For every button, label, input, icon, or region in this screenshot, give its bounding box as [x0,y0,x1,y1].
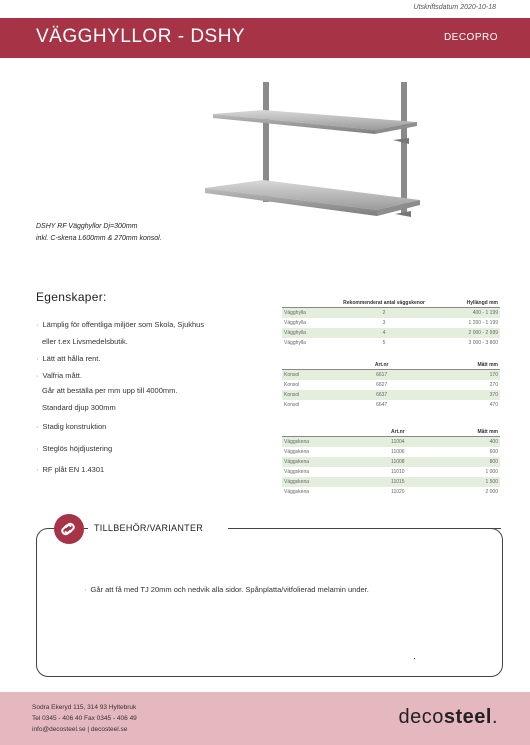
product-image [205,82,445,237]
accessories-title: TILLBEHÖR/VARIANTER [94,523,204,533]
bracket-table [282,360,500,410]
bullet-icon: · [36,354,39,363]
link-icon [54,514,84,544]
table-header-row: Rekommenderat antal väggskenor Hyllängd mm [282,298,500,308]
features-heading: Egenskaper: [36,290,107,304]
footer-phone: Tel 0345 - 406 40 Fax 0345 - 406 49 [32,715,137,722]
bullet-icon: · [36,465,39,474]
print-date: Utskriftsdatum 2020-10-18 [413,4,496,11]
caption-line: DSHY RF Vägghyllor Dj=300mm [36,223,138,230]
bullet-icon: · [36,371,39,380]
page-footer [0,692,530,745]
bullet-icon: · [36,320,39,329]
table-row: Konsol 6617 170 [282,370,500,381]
rail-table [282,427,500,497]
feature-item-continued: Standard djup 300mm [42,403,116,412]
table-row: Konsol 6637 370 [284,392,498,398]
shelf-table [282,298,500,348]
table-header-row: Art.nr Mått mm [282,427,500,437]
bullet-icon: · [84,585,87,594]
feature-item: · Stadig konstruktion [36,422,107,431]
accessories-box [36,528,503,677]
bullet-icon: · [36,444,39,453]
footer-address: Sodra Ekeryd 115, 314 93 Hyltebruk [32,704,137,711]
table-row: Väggskena 11006 600 [284,449,498,455]
table-row: Vägghylla 4 2 000 - 2 999 [284,330,498,336]
decosteel-logo: decosteel. [398,706,498,728]
table-row: Väggskena 11015 1 500 [284,479,498,485]
table-row: Konsol 6647 470 [284,402,498,408]
table-row: Väggskena 11008 800 [284,459,498,465]
accessories-text: · Går att få med TJ 20mm och nedvik alla sidor. Spånplatta/vitfolierad melamin under. [84,585,369,594]
table-row: Väggskena 11004 400 [282,437,500,448]
page-title: VÄGGHYLLOR - DSHY [36,26,246,47]
caption-line: inkl. C-skena L600mm & 270mm konsol. [36,235,162,242]
bullet-icon: · [36,422,39,431]
feature-item: · Lämplig för offentliga miljöer som Skola, Sjukhus [36,320,205,329]
table-row: Väggskena 11020 2 000 [284,489,498,495]
feature-item: · Steglös höjdjustering [36,444,113,453]
page-header [0,18,530,58]
feature-item-continued: eller t.ex Livsmedelsbutik. [42,337,128,346]
feature-item: · RF plåt EN 1.4301 [36,465,105,474]
table-row: Vägghylla 3 1 200 - 1 199 [284,320,498,326]
footer-contact [32,702,137,735]
table-row: Väggskena 11010 1 000 [284,469,498,475]
product-caption [36,221,162,245]
accessories-divider [228,528,501,529]
table-row: Konsol 6627 270 [284,382,498,388]
feature-item-continued: Går att beställa per mm upp till 4000mm. [42,386,178,395]
table-header-row: Art.nr Mått mm [282,360,500,370]
accessories-badge [54,514,84,544]
table-row: Vägghylla 2 400 - 1 199 [282,308,500,319]
brand-label: DECOPRO [443,32,498,43]
feature-item: · Valfria mått. [36,371,82,380]
feature-item: · Lätt att hålla rent. [36,354,101,363]
table-row: Vägghylla 5 3 000 - 3 800 [284,340,498,346]
footer-links: info@decosteel.se | decosteel.se [32,726,128,733]
